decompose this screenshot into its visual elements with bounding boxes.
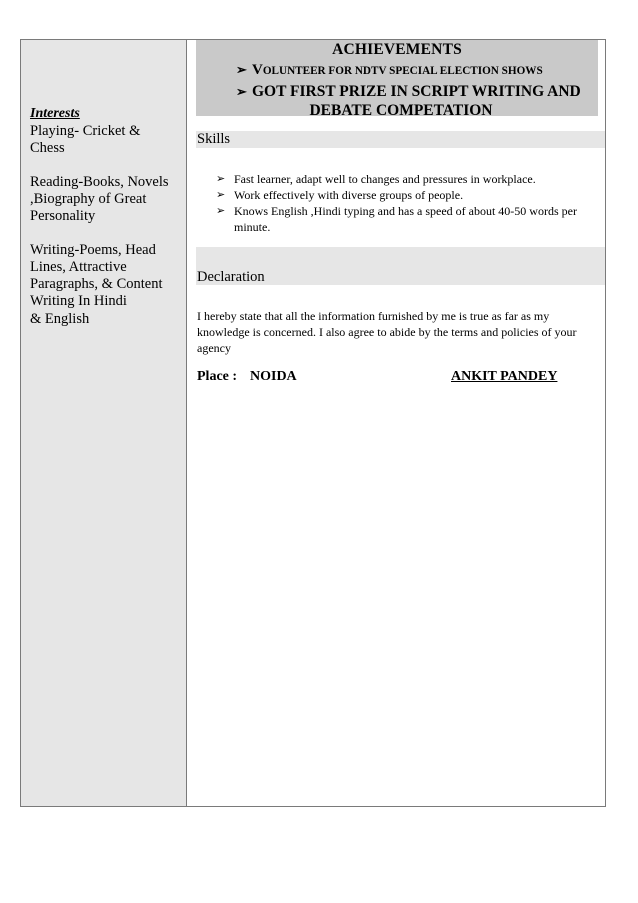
- interests-heading: Interests: [30, 106, 80, 121]
- achievement-item: [236, 62, 543, 79]
- achievement-text: GOT FIRST PRIZE IN SCRIPT WRITING AND: [252, 83, 581, 100]
- skill-text: Work effectively with diverse groups of people.: [234, 188, 464, 202]
- skill-item: [216, 203, 591, 235]
- arrowhead-bullet-icon: ➢: [216, 205, 226, 217]
- achievement-text-continued: DEBATE COMPETATION: [309, 102, 493, 119]
- achievement-text: OLUNTEER FOR NDTV SPECIAL ELECTION SHOWS: [262, 65, 543, 77]
- declaration-title: Declaration: [197, 269, 265, 285]
- achievements-title: ACHIEVEMENTS: [332, 41, 462, 58]
- candidate-name: ANKIT PANDEY: [451, 369, 558, 384]
- achievement-first-letter: V: [252, 62, 263, 78]
- sidebar: [21, 40, 187, 806]
- declaration-text: I hereby state that all the information furnished by me is true as far as my knowledge is concerned. I also agree to abide by the terms and policies of your agency: [197, 309, 577, 355]
- achievements-section: [196, 40, 598, 119]
- interest-item: Reading-Books, Novels ,Biography of Great Personality: [30, 174, 169, 224]
- interest-item: Playing- Cricket & Chess: [30, 123, 141, 156]
- skills-list: [216, 171, 591, 235]
- arrowhead-bullet-icon: ➢: [216, 189, 226, 201]
- skill-item: [216, 171, 591, 187]
- place-value: NOIDA: [250, 369, 297, 384]
- achievement-item: [236, 82, 596, 120]
- skills-title: Skills: [197, 131, 231, 147]
- arrowhead-bullet-icon: ➢: [236, 62, 247, 77]
- arrowhead-bullet-icon: ➢: [216, 173, 226, 185]
- skill-item: [216, 187, 591, 203]
- main-content: [187, 40, 605, 806]
- resume-page-frame: [20, 39, 606, 807]
- place-label: Place :: [197, 369, 238, 384]
- interest-item: Writing-Poems, Head Lines, Attractive Paragraphs, & Content Writing In Hindi: [30, 242, 163, 309]
- skill-text: Fast learner, adapt well to changes and pressures in workplace.: [234, 172, 536, 186]
- arrowhead-bullet-icon: ➢: [236, 84, 247, 99]
- skill-text: Knows English ,Hindi typing and has a speed of about 40-50 words per minute.: [234, 204, 577, 234]
- skills-header-band: [196, 131, 605, 148]
- interest-item: & English: [30, 311, 90, 327]
